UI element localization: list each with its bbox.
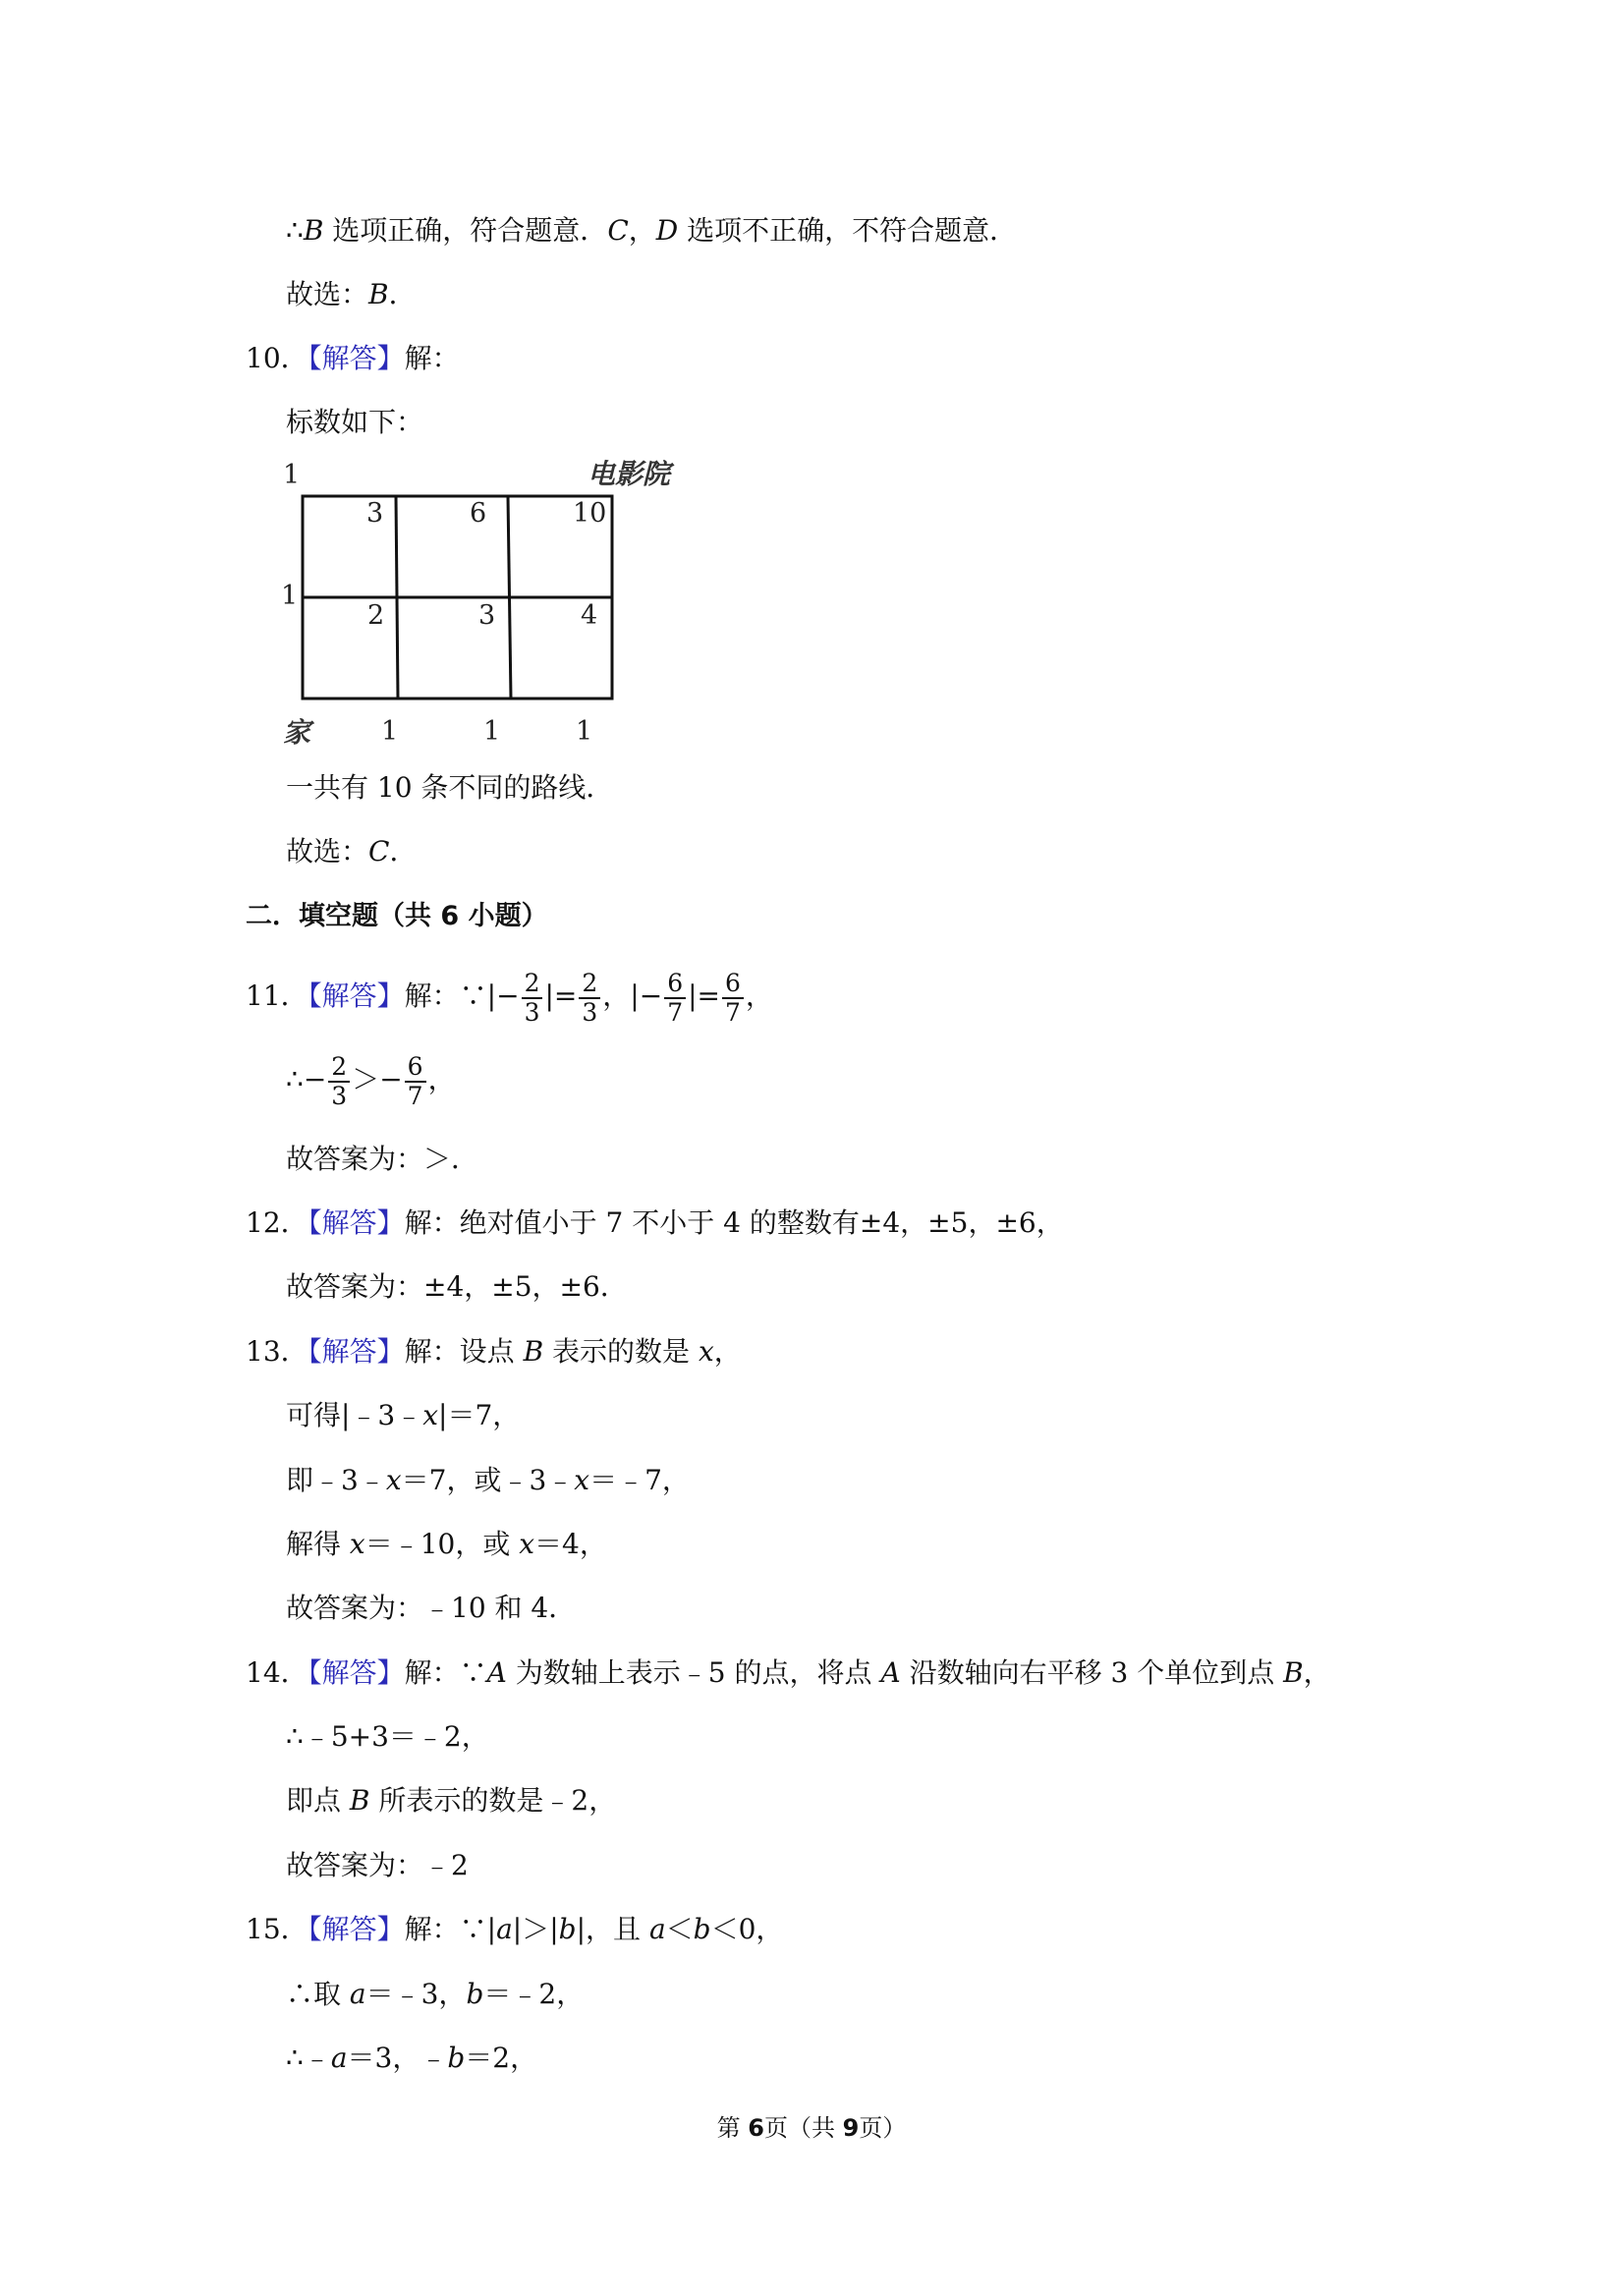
answer-label: 【解答】 bbox=[308, 342, 405, 374]
answer-line: 故选：B． bbox=[286, 278, 417, 310]
question-13-line-2: 可得|﹣3﹣x|＝7， bbox=[286, 1399, 521, 1431]
fraction: $\frac{6}{7}$ bbox=[405, 1053, 426, 1110]
fraction: $\frac{6}{7}$ bbox=[722, 970, 744, 1027]
question-14-line-3: 即点 B 所表示的数是﹣2， bbox=[286, 1784, 617, 1817]
solution-line: ∴B 选项正确，符合题意．C，D 选项不正确，不符合题意． bbox=[286, 214, 1018, 247]
answer-label: 【解答】 bbox=[308, 1206, 405, 1239]
fraction: $\frac{6}{7}$ bbox=[664, 970, 686, 1027]
therefore-symbol: ∴ bbox=[286, 214, 304, 247]
question-11-line-2: ∴− $\frac{2}{3}$ ＞− $\frac{6}{7}$ ， bbox=[286, 1051, 456, 1110]
fraction: $\frac{2}{3}$ bbox=[328, 1053, 350, 1110]
q11-answer: 故答案为：＞． bbox=[286, 1143, 479, 1175]
fraction: $\frac{2}{3}$ bbox=[522, 970, 543, 1027]
question-13-line-1: 13．【解答】解：设点 B 表示的数是 x， bbox=[246, 1335, 742, 1368]
grid-bottom-label: 1 bbox=[381, 716, 399, 747]
page-footer: 第 6页（共 9页） bbox=[716, 2114, 907, 2142]
question-10-header: 10．【解答】解： bbox=[246, 342, 460, 374]
grid-bottom-label: 1 bbox=[576, 716, 593, 747]
grid-top-left-label: 1 bbox=[283, 460, 301, 490]
q12-answer: 故答案为：±4，±5，±6． bbox=[286, 1270, 628, 1303]
answer-label: 【解答】 bbox=[308, 1913, 405, 1945]
answer-label: 【解答】 bbox=[308, 980, 405, 1012]
grid-cell-value: 10 bbox=[573, 498, 607, 529]
route-grid-diagram bbox=[275, 447, 707, 752]
grid-vline-1 bbox=[396, 496, 398, 699]
grid-mid-left-label: 1 bbox=[281, 581, 299, 611]
grid-cell-value: 3 bbox=[478, 600, 496, 631]
grid-cell-value: 6 bbox=[470, 498, 487, 529]
grid-cell-value: 2 bbox=[367, 600, 385, 631]
home-label: 家 bbox=[283, 716, 311, 749]
question-11-line-1: 11．【解答】解：∵|− $\frac{2}{3}$ |= $\frac{2}{3}$ ，|− $\frac{6}{7}$ |= $\frac{6}{7}$ ， bbox=[246, 968, 773, 1027]
question-15-line-1: 15．【解答】解：∵|a|＞|b|，且 a＜b＜0， bbox=[246, 1913, 784, 1945]
answer-label: 【解答】 bbox=[308, 1656, 405, 1689]
q13-answer: 故答案为：﹣10 和 4． bbox=[286, 1592, 577, 1624]
grid-bottom-label: 1 bbox=[483, 716, 501, 747]
grid-cell-value: 3 bbox=[366, 498, 384, 529]
question-14-line-1: 14．【解答】解：∵A 为数轴上表示﹣5 的点，将点 A 沿数轴向右平移 3 个单位到点 B， bbox=[246, 1656, 1331, 1689]
section-title: 二．填空题（共 6 小题） bbox=[246, 901, 548, 931]
question-14-line-2: ∴﹣5+3＝﹣2， bbox=[286, 1720, 489, 1753]
question-13-line-4: 解得 x＝﹣10，或 x＝4， bbox=[286, 1528, 607, 1560]
total-pages: 9 bbox=[842, 2114, 860, 2142]
q14-answer: 故答案为：﹣2 bbox=[286, 1849, 469, 1881]
q10-summary: 一共有 10 条不同的路线． bbox=[286, 771, 614, 804]
cinema-label: 电影院 bbox=[588, 458, 671, 490]
question-13-line-3: 即﹣3﹣x＝7，或﹣3﹣x＝﹣7， bbox=[286, 1464, 690, 1496]
answer-label: 【解答】 bbox=[308, 1335, 405, 1368]
question-12-line: 12．【解答】解：绝对值小于 7 不小于 4 的整数有±4，±5，±6， bbox=[246, 1206, 1064, 1239]
question-15-line-2: ∴取 a＝﹣3，b＝﹣2， bbox=[286, 1978, 585, 2010]
q10-answer: 故选：C． bbox=[286, 835, 418, 868]
fraction: $\frac{2}{3}$ bbox=[579, 970, 600, 1027]
q10-intro: 标数如下： bbox=[286, 406, 424, 438]
grid-cell-value: 4 bbox=[581, 600, 598, 631]
grid-vline-2 bbox=[508, 496, 511, 699]
page-number: 6 bbox=[748, 2114, 764, 2142]
question-15-line-3: ∴﹣a＝3，﹣b＝2， bbox=[286, 2042, 538, 2074]
